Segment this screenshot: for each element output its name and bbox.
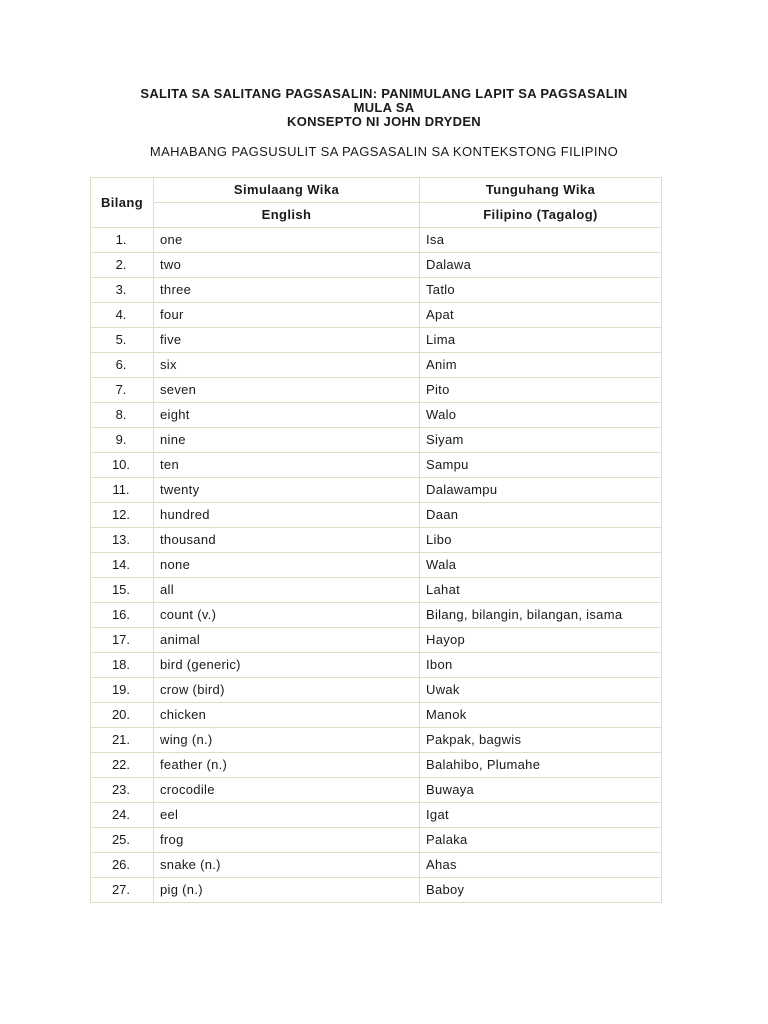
source-word: frog [154, 828, 420, 853]
row-number: 16. [91, 603, 154, 628]
table-row [91, 803, 662, 828]
table-row [91, 653, 662, 678]
target-word: Pito [420, 378, 662, 403]
header-target-group: Tunguhang Wika [420, 178, 662, 203]
table-row [91, 328, 662, 353]
source-word: four [154, 303, 420, 328]
table-row [91, 728, 662, 753]
table-row [91, 253, 662, 278]
target-word: Lahat [420, 578, 662, 603]
table-row [91, 828, 662, 853]
row-number: 24. [91, 803, 154, 828]
title-line-3: KONSEPTO NI JOHN DRYDEN [287, 114, 481, 129]
table-row [91, 478, 662, 503]
target-word: Anim [420, 353, 662, 378]
table-row [91, 228, 662, 253]
row-number: 8. [91, 403, 154, 428]
table-row [91, 528, 662, 553]
row-number: 4. [91, 303, 154, 328]
target-word: Tatlo [420, 278, 662, 303]
source-word: six [154, 353, 420, 378]
target-word: Balahibo, Plumahe [420, 753, 662, 778]
row-number: 21. [91, 728, 154, 753]
source-word: two [154, 253, 420, 278]
row-number: 3. [91, 278, 154, 303]
row-number: 9. [91, 428, 154, 453]
target-word: Baboy [420, 878, 662, 903]
header-number: Bilang [91, 178, 154, 228]
target-word: Daan [420, 503, 662, 528]
source-word: crocodile [154, 778, 420, 803]
target-word: Ibon [420, 653, 662, 678]
table-row [91, 853, 662, 878]
table-row [91, 353, 662, 378]
row-number: 14. [91, 553, 154, 578]
header-source-language: English [154, 203, 420, 228]
row-number: 19. [91, 678, 154, 703]
source-word: feather (n.) [154, 753, 420, 778]
table-row [91, 878, 662, 903]
target-word: Igat [420, 803, 662, 828]
row-number: 12. [91, 503, 154, 528]
target-word: Walo [420, 403, 662, 428]
row-number: 2. [91, 253, 154, 278]
source-word: nine [154, 428, 420, 453]
table-row [91, 578, 662, 603]
source-word: hundred [154, 503, 420, 528]
target-word: Libo [420, 528, 662, 553]
header-target-language: Filipino (Tagalog) [420, 203, 662, 228]
table-row [91, 303, 662, 328]
table-row [91, 503, 662, 528]
source-word: snake (n.) [154, 853, 420, 878]
source-word: crow (bird) [154, 678, 420, 703]
row-number: 11. [91, 478, 154, 503]
source-word: bird (generic) [154, 653, 420, 678]
target-word: Sampu [420, 453, 662, 478]
title-line-1: SALITA SA SALITANG PAGSASALIN: PANIMULANG LAPIT SA PAGSASALIN [140, 86, 628, 101]
target-word: Buwaya [420, 778, 662, 803]
table-row [91, 278, 662, 303]
target-word: Apat [420, 303, 662, 328]
target-word: Dalawampu [420, 478, 662, 503]
document-subtitle: MAHABANG PAGSUSULIT SA PAGSASALIN SA KONTEKSTONG FILIPINO [149, 144, 619, 159]
source-word: count (v.) [154, 603, 420, 628]
target-word: Siyam [420, 428, 662, 453]
vocabulary-table [90, 177, 662, 903]
target-word: Isa [420, 228, 662, 253]
source-word: none [154, 553, 420, 578]
table-row [91, 553, 662, 578]
target-word: Bilang, bilangin, bilangan, isama [420, 603, 662, 628]
table-row [91, 428, 662, 453]
target-word: Hayop [420, 628, 662, 653]
target-word: Uwak [420, 678, 662, 703]
source-word: animal [154, 628, 420, 653]
row-number: 25. [91, 828, 154, 853]
row-number: 15. [91, 578, 154, 603]
source-word: all [154, 578, 420, 603]
row-number: 26. [91, 853, 154, 878]
table-row [91, 453, 662, 478]
table-row [91, 678, 662, 703]
source-word: five [154, 328, 420, 353]
table-row [91, 378, 662, 403]
table-row [91, 703, 662, 728]
document-title [90, 87, 678, 129]
row-number: 10. [91, 453, 154, 478]
row-number: 6. [91, 353, 154, 378]
target-word: Wala [420, 553, 662, 578]
target-word: Ahas [420, 853, 662, 878]
row-number: 5. [91, 328, 154, 353]
row-number: 23. [91, 778, 154, 803]
source-word: twenty [154, 478, 420, 503]
table-row [91, 778, 662, 803]
source-word: three [154, 278, 420, 303]
source-word: thousand [154, 528, 420, 553]
row-number: 27. [91, 878, 154, 903]
table-row [91, 603, 662, 628]
title-line-2: MULA SA [353, 100, 415, 115]
target-word: Dalawa [420, 253, 662, 278]
source-word: seven [154, 378, 420, 403]
row-number: 18. [91, 653, 154, 678]
row-number: 22. [91, 753, 154, 778]
source-word: one [154, 228, 420, 253]
source-word: eel [154, 803, 420, 828]
row-number: 13. [91, 528, 154, 553]
table-row [91, 753, 662, 778]
source-word: pig (n.) [154, 878, 420, 903]
source-word: eight [154, 403, 420, 428]
source-word: wing (n.) [154, 728, 420, 753]
source-word: chicken [154, 703, 420, 728]
source-word: ten [154, 453, 420, 478]
header-source-group: Simulaang Wika [154, 178, 420, 203]
target-word: Lima [420, 328, 662, 353]
target-word: Pakpak, bagwis [420, 728, 662, 753]
row-number: 1. [91, 228, 154, 253]
row-number: 17. [91, 628, 154, 653]
target-word: Palaka [420, 828, 662, 853]
target-word: Manok [420, 703, 662, 728]
table-row [91, 628, 662, 653]
row-number: 20. [91, 703, 154, 728]
vocabulary-table-body [91, 228, 662, 903]
table-row [91, 403, 662, 428]
row-number: 7. [91, 378, 154, 403]
